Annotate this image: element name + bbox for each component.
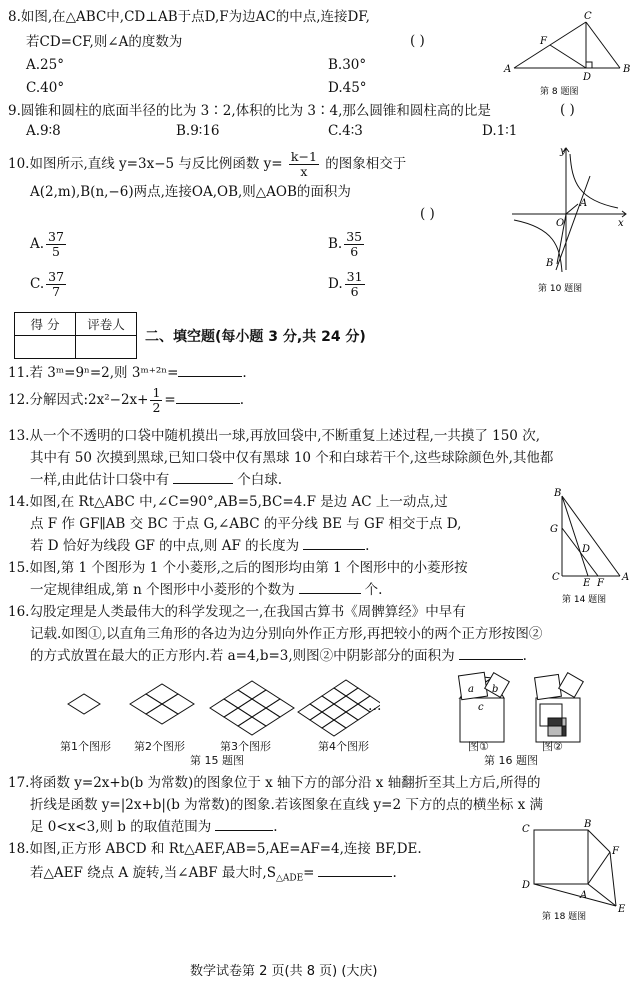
q16-line1: 16.勾股定理是人类最伟大的科学发现之一,在我国古算书《周髀算经》中早有	[8, 604, 466, 620]
q12-end: .	[239, 392, 245, 408]
q12-line	[8, 386, 244, 415]
q16-fig2-label: 图②	[542, 740, 563, 753]
q10-label-b: B	[546, 258, 554, 269]
q10-option-b-prefix: B.	[328, 236, 343, 252]
q15-fig1-rhombus	[68, 694, 100, 714]
q10-option-a-frac	[46, 230, 66, 259]
q10-option-b-num: 35	[346, 229, 363, 244]
q12-blank[interactable]	[176, 389, 240, 404]
q16-fig1	[458, 672, 509, 742]
q10-option-b	[328, 230, 366, 259]
q14-segment-be	[562, 496, 591, 576]
q15-line1: 15.如图,第 1 个图形为 1 个小菱形,之后的图形均由第 1 个图形中的小菱形按	[8, 560, 468, 576]
score-label: 得 分	[15, 313, 76, 336]
grader-cell[interactable]	[76, 336, 137, 359]
q14-label-b: B	[554, 488, 562, 499]
q9-option-c: C.4∶3	[328, 123, 363, 139]
q15-fig2	[130, 684, 194, 724]
q17-blank[interactable]	[215, 816, 273, 831]
q15-fig2-label: 第2个图形	[134, 740, 185, 753]
q14-caption: 第 14 题图	[562, 595, 607, 605]
q17-line2: 折线是函数 y=|2x+b|(b 为常数)的图象.若该图象在直线 y=2 下方的点的横坐标 x 满	[30, 797, 544, 813]
q8-figure	[500, 10, 635, 98]
q18-line1: 18.如图,正方形 ABCD 和 Rt△AEF,AB=5,AE=AF=4,连接 BF,DE.	[8, 841, 422, 857]
q8-right-angle	[586, 62, 592, 68]
q8-option-d: D.45°	[328, 80, 367, 96]
q16-label-a: a	[468, 684, 474, 695]
q12-num: 1	[152, 385, 161, 400]
q10-line1-start: 10.如图所示,直线 y=3x−5 与反比例函数 y=	[8, 156, 283, 172]
q9-option-a: A.9∶8	[26, 123, 61, 139]
q16-blank[interactable]	[459, 645, 523, 660]
q18-line2-eq: =	[303, 865, 315, 881]
q10-figure	[508, 142, 632, 297]
q14-label-e: E	[583, 578, 591, 589]
q12-text-a: 12.分解因式:2x²−2x+	[8, 392, 149, 408]
q17-end: .	[273, 819, 278, 835]
q13-line2: 其中有 50 次摸到黑球,已知口袋中仅有黑球 10 个和白球若干个,这些球除颜色外,其他都	[30, 450, 554, 466]
q13-line3-end: 个白球.	[237, 472, 283, 488]
q14-line2: 点 F 作 GF∥AB 交 BC 于点 G,∠ABC 的平分线 BE 与 GF 相交于点 D,	[30, 516, 462, 532]
q18-line2	[30, 862, 397, 890]
q10-label-x: x	[618, 218, 624, 229]
q14-line1: 14.如图,在 Rt△ABC 中,∠C=90°,AB=5,BC=4.F 是边 AC 上一动点,过	[8, 494, 448, 510]
q10-option-a	[30, 230, 68, 259]
q15-fig4-label: 第4个图形	[318, 740, 369, 753]
q8-option-c: C.40°	[26, 80, 65, 96]
q16-fig1-label: 图①	[468, 740, 489, 753]
q10-fraction-denominator: x	[300, 164, 308, 179]
q8-segment-cb	[586, 22, 620, 68]
q10-hyperbola-branch-right	[570, 154, 618, 208]
q10-option-c	[30, 270, 68, 299]
q10-option-d	[328, 270, 367, 299]
q10-option-a-num: 37	[48, 229, 64, 244]
q10-label-o: O	[556, 218, 565, 229]
q11-line	[8, 362, 247, 384]
q14-blank[interactable]	[303, 535, 365, 550]
q9-option-d: D.1∶1	[482, 123, 518, 139]
q16-line2: 记载.如图①,以直角三角形的各边为边分别向外作正方形,再把较小的两个正方形按图②	[30, 626, 543, 642]
q10-fraction-numerator: k−1	[290, 149, 317, 164]
q14-label-g: G	[550, 524, 558, 535]
q18-segment-bf	[588, 830, 610, 852]
q13-line3-start: 一样,由此估计口袋中有	[30, 472, 170, 488]
q15-fig1-label: 第1个图形	[60, 740, 111, 753]
q10-hyperbola-branch-left	[514, 218, 565, 272]
q14-line3-start: 若 D 恰好为线段 GF 的中点,则 AF 的长度为	[30, 538, 300, 554]
q14-label-c: C	[552, 572, 560, 583]
q16-label-b: b	[492, 684, 499, 695]
q11-text: 11.若 3ᵐ=9ⁿ=2,则 3ᵐ⁺²ⁿ=	[8, 365, 179, 381]
q14-label-f: F	[597, 578, 604, 589]
q14-figure	[540, 486, 636, 608]
q10-line2: A(2,m),B(n,−6)两点,连接OA,OB,则△AOB的面积为	[30, 184, 351, 200]
q14-segment-gf	[562, 528, 598, 576]
q14-label-d: D	[582, 544, 591, 555]
q13-line3	[30, 469, 282, 491]
q8-option-b: B.30°	[328, 57, 367, 73]
q10-segment-oa	[566, 204, 578, 214]
q9-answer-bracket: ( )	[560, 102, 575, 118]
q16-fig2	[535, 673, 584, 742]
q18-square-abcd	[534, 830, 588, 884]
q18-label-d: D	[522, 880, 531, 891]
q10-fraction	[289, 150, 319, 179]
q10-option-c-den: 7	[52, 284, 61, 299]
q16-end: .	[522, 648, 527, 664]
q15-caption: 第 15 题图	[190, 754, 244, 767]
q18-label-c: C	[522, 824, 530, 835]
q17-line3	[30, 816, 278, 838]
q12-text-b: =	[164, 392, 176, 408]
q18-label-b: B	[584, 819, 592, 830]
q8-caption: 第 8 题图	[540, 87, 579, 97]
q18-line2-start: 若△AEF 绕点 A 旋转,当∠ABF 最大时,S	[30, 865, 276, 881]
q18-label-e: E	[618, 904, 626, 915]
q8-answer-bracket: ( )	[410, 33, 425, 49]
q15-line2	[30, 579, 382, 601]
q15-line2-start: 一定规律组成,第 n 个图形中小菱形的个数为	[30, 582, 295, 598]
q9-option-b: B.9∶16	[176, 123, 220, 139]
q10-option-d-prefix: D.	[328, 276, 343, 292]
q14-label-a: A	[622, 572, 630, 583]
q15-blank[interactable]	[299, 579, 361, 594]
q12-fraction	[150, 386, 162, 415]
page-footer: 数学试卷第 2 页(共 8 页) (大庆)	[190, 964, 378, 979]
q14-line3	[30, 535, 369, 557]
score-table	[14, 312, 137, 359]
grader-label: 评卷人	[76, 313, 137, 336]
q18-segment-fe	[610, 852, 616, 906]
q11-end: .	[242, 365, 247, 381]
q8-line1: 8.如图,在△ABC中,CD⊥AB于点D,F为边AC的中点,连接DF,	[8, 9, 370, 25]
q13-line1: 13.从一个不透明的口袋中随机摸出一球,再放回袋中,不断重复上述过程,一共摸了 150 次,	[8, 428, 540, 444]
q17-line1: 17.将函数 y=2x+b(b 为常数)的图象位于 x 轴下方的部分沿 x 轴翻折至其上方后,所得的	[8, 775, 541, 791]
q10-option-d-num: 31	[346, 269, 363, 284]
q10-option-b-frac	[344, 230, 364, 259]
q13-blank[interactable]	[173, 469, 233, 484]
q9-line1: 9.圆锥和圆柱的底面半径的比为 3∶2,体积的比为 3∶4,那么圆锥和圆柱高的比是	[8, 103, 491, 119]
q16-caption: 第 16 题图	[484, 754, 538, 767]
q10-label-a: A	[580, 198, 588, 209]
q16-line3-start: 的方式放置在最大的正方形内.若 a=4,b=3,则图②中阴影部分的面积为	[30, 648, 455, 664]
q8-label-f: F	[540, 36, 547, 47]
q8-option-a: A.25°	[26, 57, 64, 73]
q10-option-c-prefix: C.	[30, 276, 45, 292]
q15-ellipsis: …	[368, 698, 382, 714]
q10-option-a-prefix: A.	[30, 236, 45, 252]
q8-label-c: C	[584, 11, 592, 22]
q12-den: 2	[152, 400, 161, 415]
q10-option-d-frac	[345, 270, 365, 299]
q18-segment-de	[534, 884, 616, 906]
q10-option-c-num: 37	[48, 269, 65, 284]
q10-line1-end: 的图象相交于	[325, 156, 407, 172]
section-2-heading: 二、填空题(每小题 3 分,共 24 分)	[145, 329, 366, 345]
q15-fig3-label: 第3个图形	[220, 740, 271, 753]
q15-fig3	[210, 681, 294, 735]
q8-line2: 若CD=CF,则∠A的度数为	[26, 34, 183, 50]
q8-label-d: D	[583, 72, 592, 83]
q8-segment-df	[550, 45, 586, 68]
q10-option-c-frac	[46, 270, 66, 299]
q18-caption: 第 18 题图	[542, 912, 587, 922]
q18-figure	[518, 818, 636, 922]
q8-label-b: B	[623, 64, 631, 75]
q14-segment-ab	[562, 496, 620, 576]
q10-option-a-den: 5	[52, 244, 60, 259]
q10-label-y: y	[560, 146, 566, 157]
q10-option-d-den: 6	[350, 284, 359, 299]
q18-blank[interactable]	[318, 862, 392, 877]
q18-label-a: A	[580, 890, 588, 901]
q16-label-c: c	[478, 702, 484, 713]
q18-segment-af	[588, 852, 610, 884]
q8-label-a: A	[504, 64, 512, 75]
q11-blank[interactable]	[178, 362, 242, 377]
q15-line2-end: 个.	[364, 582, 383, 598]
q18-subscript: △ADE	[275, 873, 304, 884]
q14-end: .	[365, 538, 370, 554]
q17-line3-start: 足 0<x<3,则 b 的取值范围为	[30, 819, 212, 835]
q18-label-f: F	[612, 846, 619, 857]
q10-line1	[8, 150, 406, 179]
score-cell[interactable]	[15, 336, 76, 359]
q10-answer-bracket: ( )	[420, 206, 435, 222]
q18-end: .	[392, 865, 397, 881]
q10-caption: 第 10 题图	[538, 284, 583, 294]
q10-option-b-den: 6	[350, 244, 359, 259]
